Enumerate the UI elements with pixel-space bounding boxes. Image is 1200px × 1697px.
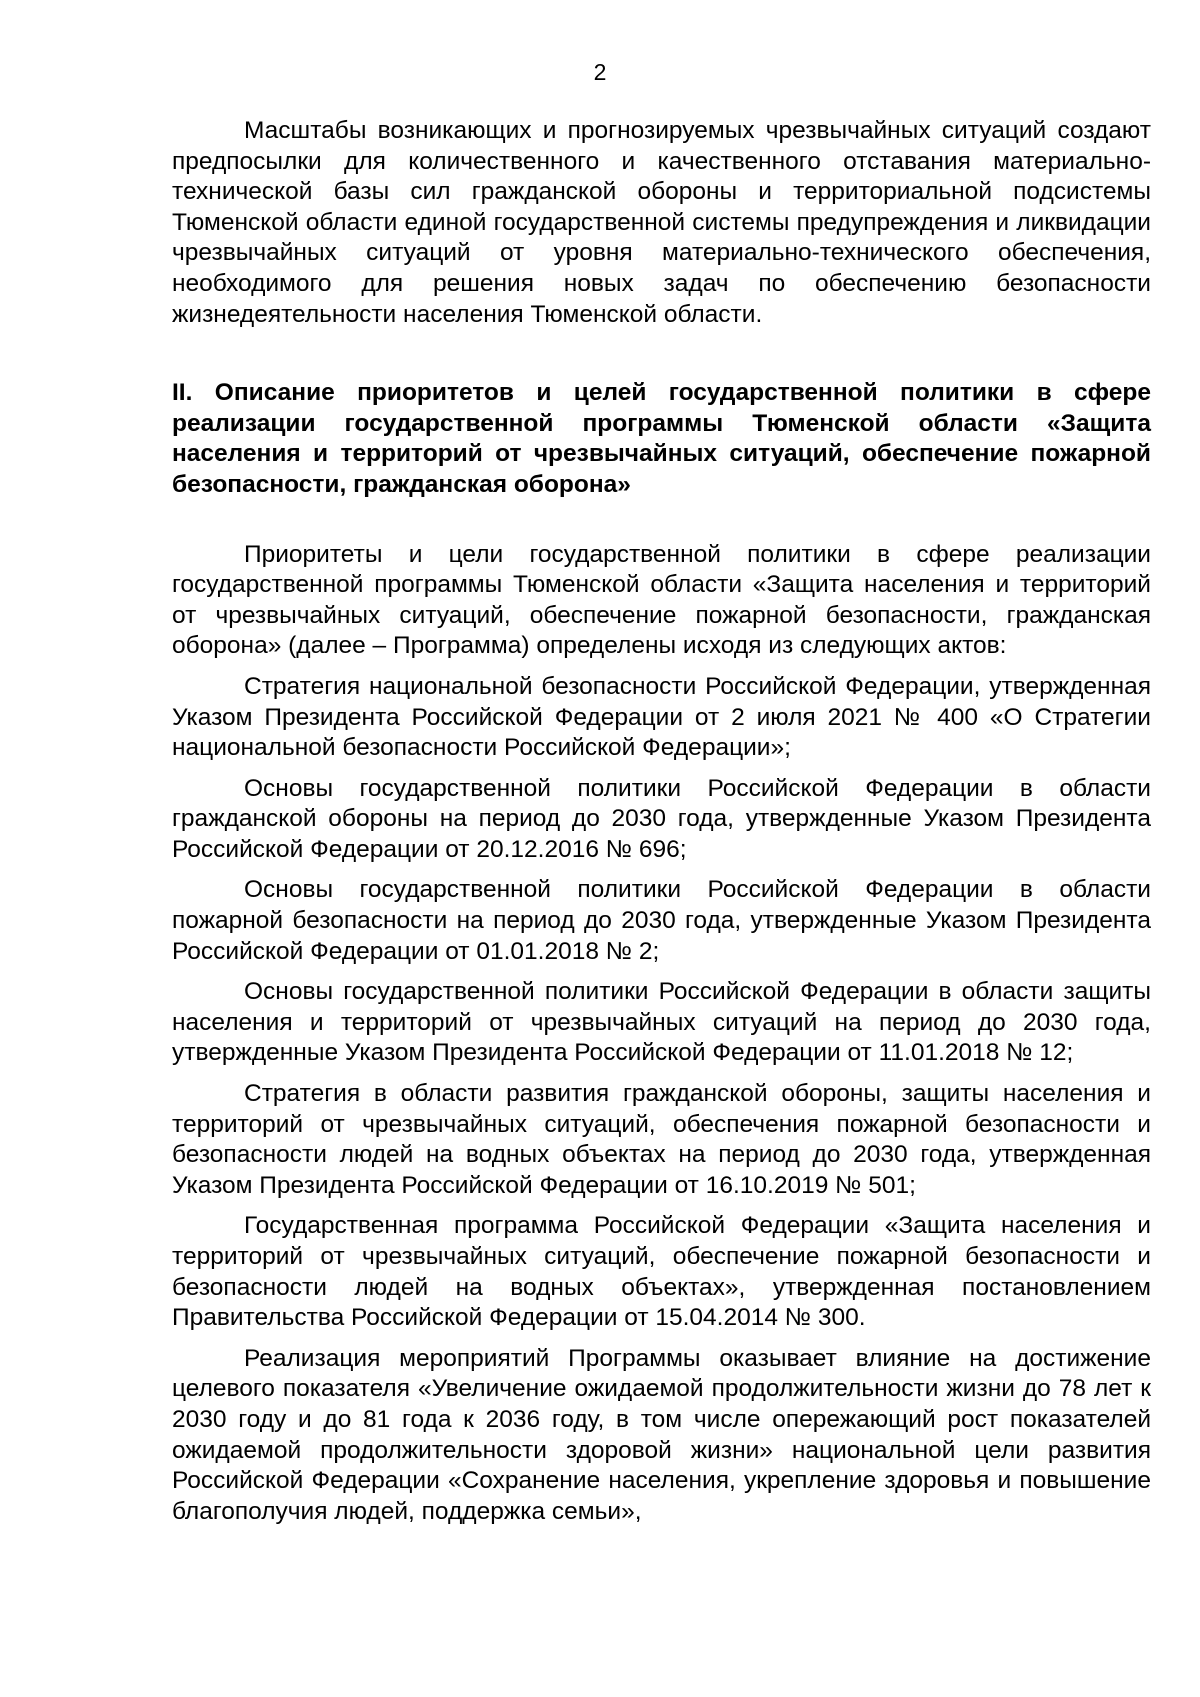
paragraph-civil-defense-basics: Основы государственной политики Российской Федерации в области гражданской обороны на период до 2030 года, утвержденные Указом Президента Российской Федерации от 20.12.2016 № 696; (172, 774, 1151, 863)
paragraph-priorities: Приоритеты и цели государственной политики в сфере реализации государственной программы Тюменской области «Защита населения и территорий от чрезвычайных ситуаций, обеспечение пожарной безопасности, гражданская оборона» (далее – Программа) определены исходя из следующих актов: (172, 540, 1151, 660)
page-number: 2 (593, 59, 607, 85)
paragraph-state-program: Государственная программа Российской Федерации «Защита населения и территорий от чрезвычайных ситуаций, обеспечение пожарной безопасности и безопасности людей на водных объектах», утвержденная постановлением Правительства Российской Федерации от 15.04.2014 № 300. (172, 1212, 1151, 1332)
paragraph-program-impact: Реализация мероприятий Программы оказывает влияние на достижение целевого показателя «Увеличение ожидаемой продолжительности жизни до 78 лет к 2030 году и до 81 года к 2036 году, в том числе опережающий рост показателей ожидаемой продолжительности здоровой жизни» национальной цели развития Российской Федерации «Сохранение населения, укрепление здоровья и повышение благополучия людей, поддержка семьи», (172, 1344, 1151, 1525)
paragraph-fire-safety-basics: Основы государственной политики Российской Федерации в области пожарной безопасности на период до 2030 года, утвержденные Указом Президента Российской Федерации от 01.01.2018 № 2; (172, 876, 1151, 965)
intro-paragraph: Масштабы возникающих и прогнозируемых чрезвычайных ситуаций создают предпосылки для количественного и качественного отставания материально-технической базы сил гражданской обороны и территориальной подсистемы Тюменской области единой государственной системы предупреждения и ликвидации чрезвычайных ситуаций от уровня материально-технического обеспечения, необходимого для решения новых задач по обеспечению безопасности жизнедеятельности населения Тюменской области. (172, 117, 1151, 328)
section-heading: II. Описание приоритетов и целей государственной политики в сфере реализации государственной программы Тюменской области «Защита населения и территорий от чрезвычайных ситуаций, обеспечение пожарной безопасности, гражданская оборона» (172, 379, 1151, 498)
paragraph-national-security-strategy: Стратегия национальной безопасности Российской Федерации, утвержденная Указом Президента Российской Федерации от 2 июля 2021 № 400 «О Стратегии национальной безопасности Российской Федерации»; (172, 672, 1151, 762)
paragraph-emergency-protection-basics: Основы государственной политики Российской Федерации в области защиты населения и территорий от чрезвычайных ситуаций на период до 2030 года, утвержденные Указом Президента Российской Федерации от 11.01.2018 № 12; (172, 978, 1151, 1067)
paragraph-civil-defense-strategy: Стратегия в области развития гражданской обороны, защиты населения и территорий от чрезвычайных ситуаций, обеспечения пожарной безопасности и безопасности людей на водных объектах на период до 2030 года, утвержденная Указом Президента Российской Федерации от 16.10.2019 № 501; (172, 1080, 1151, 1199)
document-body (172, 116, 1151, 1527)
